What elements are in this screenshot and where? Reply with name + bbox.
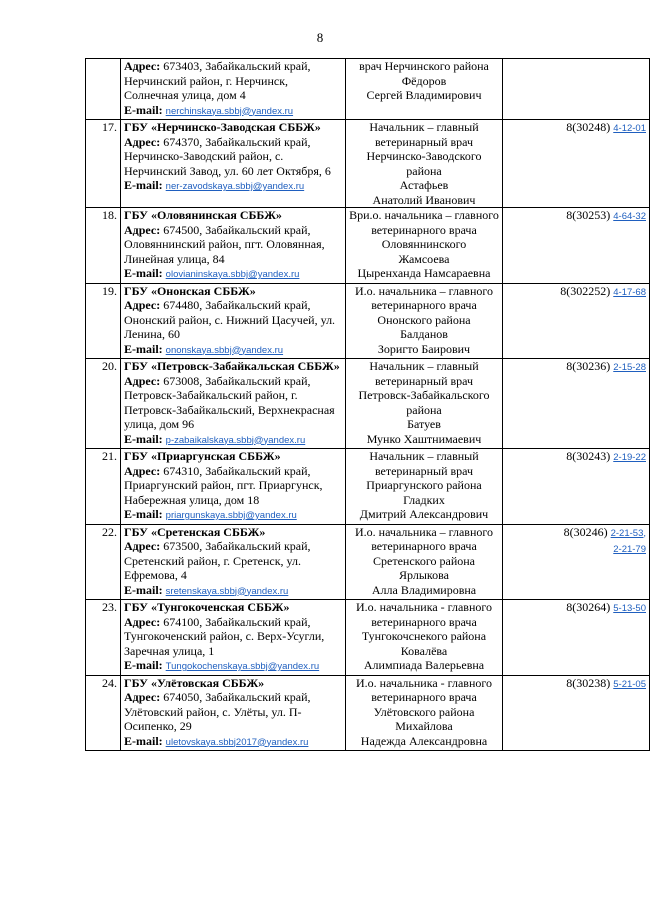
address-label: Адрес: — [124, 298, 161, 312]
phone-code: 8(30236) — [566, 359, 611, 373]
table-row — [86, 59, 650, 120]
organization-name: ГБУ «Тунгокоченская СББЖ» — [124, 600, 290, 614]
email-line — [124, 432, 342, 449]
head-cell — [346, 449, 503, 525]
head-text: Приаргунского района — [366, 478, 482, 492]
email-line — [124, 103, 342, 120]
phone-code: 8(30264) — [566, 600, 611, 614]
table-row — [86, 120, 650, 208]
phone-code: 8(30253) — [566, 208, 611, 222]
email-label: E-mail: — [124, 733, 163, 748]
head-text: Зоригто Баирович — [377, 341, 471, 356]
row-number: 23. — [86, 600, 121, 676]
organization-cell — [121, 59, 346, 120]
head-text: Сергей Владимирович — [366, 88, 482, 102]
head-text: Жамсоева — [398, 251, 450, 266]
row-number — [86, 59, 121, 120]
address-label: Адрес: — [124, 373, 161, 388]
head-text: Петровск-Забайкальского района — [358, 388, 490, 417]
email-link[interactable]: p-zabaikalskaya.sbbj@yandex.ru — [165, 434, 306, 446]
head-cell — [346, 59, 503, 120]
phone-code: 8(30243) — [566, 449, 611, 463]
row-number: 19. — [86, 283, 121, 359]
email-link[interactable]: Tungokochenskaya.sbbj@yandex.ru — [165, 661, 320, 672]
email-link[interactable]: priargunskaya.sbbj@yandex.ru — [165, 510, 297, 521]
phone-cell — [503, 283, 650, 359]
email-link[interactable]: nerchinskaya.sbbj@yandex.ru — [165, 105, 294, 117]
address-text: 674480, Забайкальский край, Ононский район, с. Нижний Цасучей, ул. Ленина, 60 — [124, 298, 336, 341]
row-number: 22. — [86, 524, 121, 600]
email-line — [124, 266, 342, 283]
phone-link[interactable]: 2-15-28 — [613, 362, 646, 373]
head-text: И.о. начальника – главного ветеринарного врача Ононского района — [354, 283, 494, 327]
address-text: 674370, Забайкальский край, Нерчинско-Заводский район, с. Нерчинский Завод, ул. 60 лет Октября, 6 — [124, 134, 331, 178]
address-text: 673008, Забайкальский край, Петровск-Забайкальский район, г. Петровск-Забайкальский, Верхнекрасная улица, дом 96 — [124, 373, 335, 431]
head-cell — [346, 208, 503, 284]
head-text: И.о. начальника - главного ветеринарного врача Улётовского района — [355, 675, 492, 719]
phone-cell — [503, 59, 650, 120]
email-label: E-mail: — [124, 341, 163, 356]
head-cell — [346, 524, 503, 600]
address — [124, 464, 342, 508]
row-number: 17. — [86, 120, 121, 208]
email-link[interactable]: ner-zavodskaya.sbbj@yandex.ru — [165, 181, 305, 192]
phone-code: 8(302252) — [560, 283, 611, 298]
table-row — [86, 208, 650, 284]
email-label: E-mail: — [124, 266, 163, 280]
head-text: Нерчинско-Заводского района — [366, 149, 482, 178]
phone-cell — [503, 359, 650, 449]
address-label: Адрес: — [124, 59, 161, 73]
phone-link[interactable]: 5-21-05 — [613, 678, 646, 690]
head-cell — [346, 600, 503, 676]
organization-cell — [121, 359, 346, 449]
email-label: E-mail: — [124, 582, 163, 597]
head-text: врач Нерчинского района — [359, 59, 489, 73]
address-label: Адрес: — [124, 463, 161, 478]
row-number: 24. — [86, 675, 121, 751]
address-text: 674050, Забайкальский край, Улётовский район, с. Улёты, ул. П-Осипенко, 29 — [124, 690, 311, 733]
organization-cell — [121, 208, 346, 284]
email-line — [124, 734, 342, 751]
email-link[interactable]: ononskaya.sbbj@yandex.ru — [165, 344, 284, 356]
address-label: Адрес: — [124, 539, 161, 553]
email-link[interactable]: uletovskaya.sbbj2017@yandex.ru — [165, 736, 309, 748]
head-text: И.о. начальника - главного ветеринарного врача Тунгокочснекого района — [355, 600, 492, 643]
address-label: Адрес: — [124, 134, 161, 149]
address-label: Адрес: — [124, 222, 161, 237]
row-number: 21. — [86, 449, 121, 525]
table-row — [86, 449, 650, 525]
phone-link[interactable]: 2-19-22 — [613, 452, 646, 463]
head-text: Цыренханда Намсараевна — [357, 266, 491, 280]
email-line — [124, 342, 342, 359]
address — [124, 135, 342, 179]
email-line — [124, 507, 342, 524]
page-number: 8 — [316, 30, 324, 45]
address — [124, 374, 342, 432]
head-text: Начальник – главный ветеринарный врач — [369, 120, 479, 149]
phone-cell — [503, 600, 650, 676]
head-text: Фёдоров — [401, 73, 447, 88]
phone-cell — [503, 675, 650, 751]
contacts-table — [85, 58, 650, 751]
address-text: 674500, Забайкальский край, Оловяннинский район, пгт. Оловянная, Линейная улица, 84 — [124, 222, 325, 266]
email-label: E-mail: — [124, 658, 163, 672]
head-cell — [346, 359, 503, 449]
organization-cell — [121, 449, 346, 525]
head-cell — [346, 120, 503, 208]
address — [124, 223, 342, 267]
head-text: Ярлыкова — [399, 568, 449, 582]
head-cell — [346, 675, 503, 751]
email-link[interactable]: olovianinskaya.sbbj@yandex.ru — [165, 269, 300, 280]
head-text: Батуев — [407, 417, 441, 431]
phone-link[interactable]: 4-64-32 — [613, 211, 646, 222]
head-text: Надежда Александровна — [360, 733, 488, 748]
contacts-table-body — [86, 59, 650, 751]
table-row — [86, 283, 650, 359]
address-text: 673500, Забайкальский край, Сретенский район, г. Сретенск, ул. Ефремова, 4 — [124, 539, 311, 582]
phone-link[interactable]: 2-21-53, — [610, 527, 646, 539]
address-text: 673403, Забайкальский край, Нерчинский район, г. Нерчинск, Солнечная улица, дом 4 — [124, 59, 311, 102]
address-label: Адрес: — [124, 690, 161, 704]
row-number: 20. — [86, 359, 121, 449]
table-row — [86, 675, 650, 751]
email-label: E-mail: — [124, 431, 163, 446]
head-text: Гладких — [403, 492, 445, 507]
email-link[interactable]: sretenskaya.sbbj@yandex.ru — [165, 585, 289, 597]
head-text: Михайлова — [395, 719, 453, 733]
email-line — [124, 178, 342, 195]
organization-cell — [121, 600, 346, 676]
head-text: Начальник – главный ветеринарный врач — [369, 449, 479, 478]
email-label: E-mail: — [124, 102, 163, 117]
head-text: И.о. начальника – главного ветеринарного врача Сретенского района — [354, 524, 494, 568]
row-number: 18. — [86, 208, 121, 284]
table-row — [86, 524, 650, 600]
head-text: Ври.о. начальника – главного ветеринарного врача Оловяннинского — [349, 208, 499, 251]
head-cell — [346, 283, 503, 359]
head-text: Дмитрий Александрович — [359, 507, 489, 521]
head-text: Начальник – главный ветеринарный врач — [369, 359, 479, 388]
address-text: 674100, Забайкальский край, Тунгокоченский район, с. Верх-Усугли, Заречная улица, 1 — [124, 614, 325, 658]
phone-link[interactable]: 5-13-50 — [613, 603, 646, 614]
organization-cell — [121, 120, 346, 208]
organization-cell — [121, 675, 346, 751]
address — [124, 539, 342, 583]
phone-code: 8(30246) — [563, 524, 608, 539]
organization-name: ГБУ «Сретенская СББЖ» — [124, 524, 266, 539]
head-text: Анатолий Иванович — [372, 192, 476, 207]
organization-name: ГБУ «Ононская СББЖ» — [124, 283, 256, 298]
head-text: Алимпиада Валерьевна — [363, 658, 485, 672]
address — [124, 298, 342, 342]
phone-code: 8(30248) — [566, 120, 611, 134]
email-line — [124, 583, 342, 600]
address — [124, 59, 342, 103]
table-row — [86, 600, 650, 676]
organization-cell — [121, 524, 346, 600]
email-line — [124, 658, 342, 675]
phone-link[interactable]: 4-17-68 — [613, 286, 646, 298]
head-text: Алла Владимировна — [371, 582, 477, 597]
organization-name: ГБУ «Приаргунская СББЖ» — [124, 449, 281, 463]
head-text: Балданов — [400, 327, 448, 341]
head-text: Ковалёва — [400, 643, 448, 658]
phone-cell — [503, 120, 650, 208]
phone-cell — [503, 524, 650, 600]
organization-name: ГБУ «Улётовская СББЖ» — [124, 675, 265, 690]
phone-link[interactable]: 4-12-01 — [613, 123, 646, 134]
email-label: E-mail: — [124, 178, 163, 192]
phone-cell — [503, 208, 650, 284]
phone-link[interactable]: 2-21-79 — [613, 544, 646, 555]
phone-cell — [503, 449, 650, 525]
email-label: E-mail: — [124, 507, 163, 521]
address-label: Адрес: — [124, 614, 161, 629]
organization-name: ГБУ «Оловянинская СББЖ» — [124, 208, 282, 222]
address — [124, 690, 342, 734]
table-row — [86, 359, 650, 449]
organization-cell — [121, 283, 346, 359]
head-text: Мунко Хаштнимаевич — [366, 431, 482, 446]
organization-name: ГБУ «Нерчинско-Заводская СББЖ» — [124, 120, 321, 134]
address-text: 674310, Забайкальский край, Приаргунский район, пгт. Приаргунск, Набережная улица, дом 18 — [124, 463, 323, 507]
address — [124, 615, 342, 659]
organization-name: ГБУ «Петровск-Забайкальская СББЖ» — [124, 359, 340, 373]
phone-code: 8(30238) — [566, 675, 611, 690]
head-text: Астафьев — [399, 178, 449, 192]
